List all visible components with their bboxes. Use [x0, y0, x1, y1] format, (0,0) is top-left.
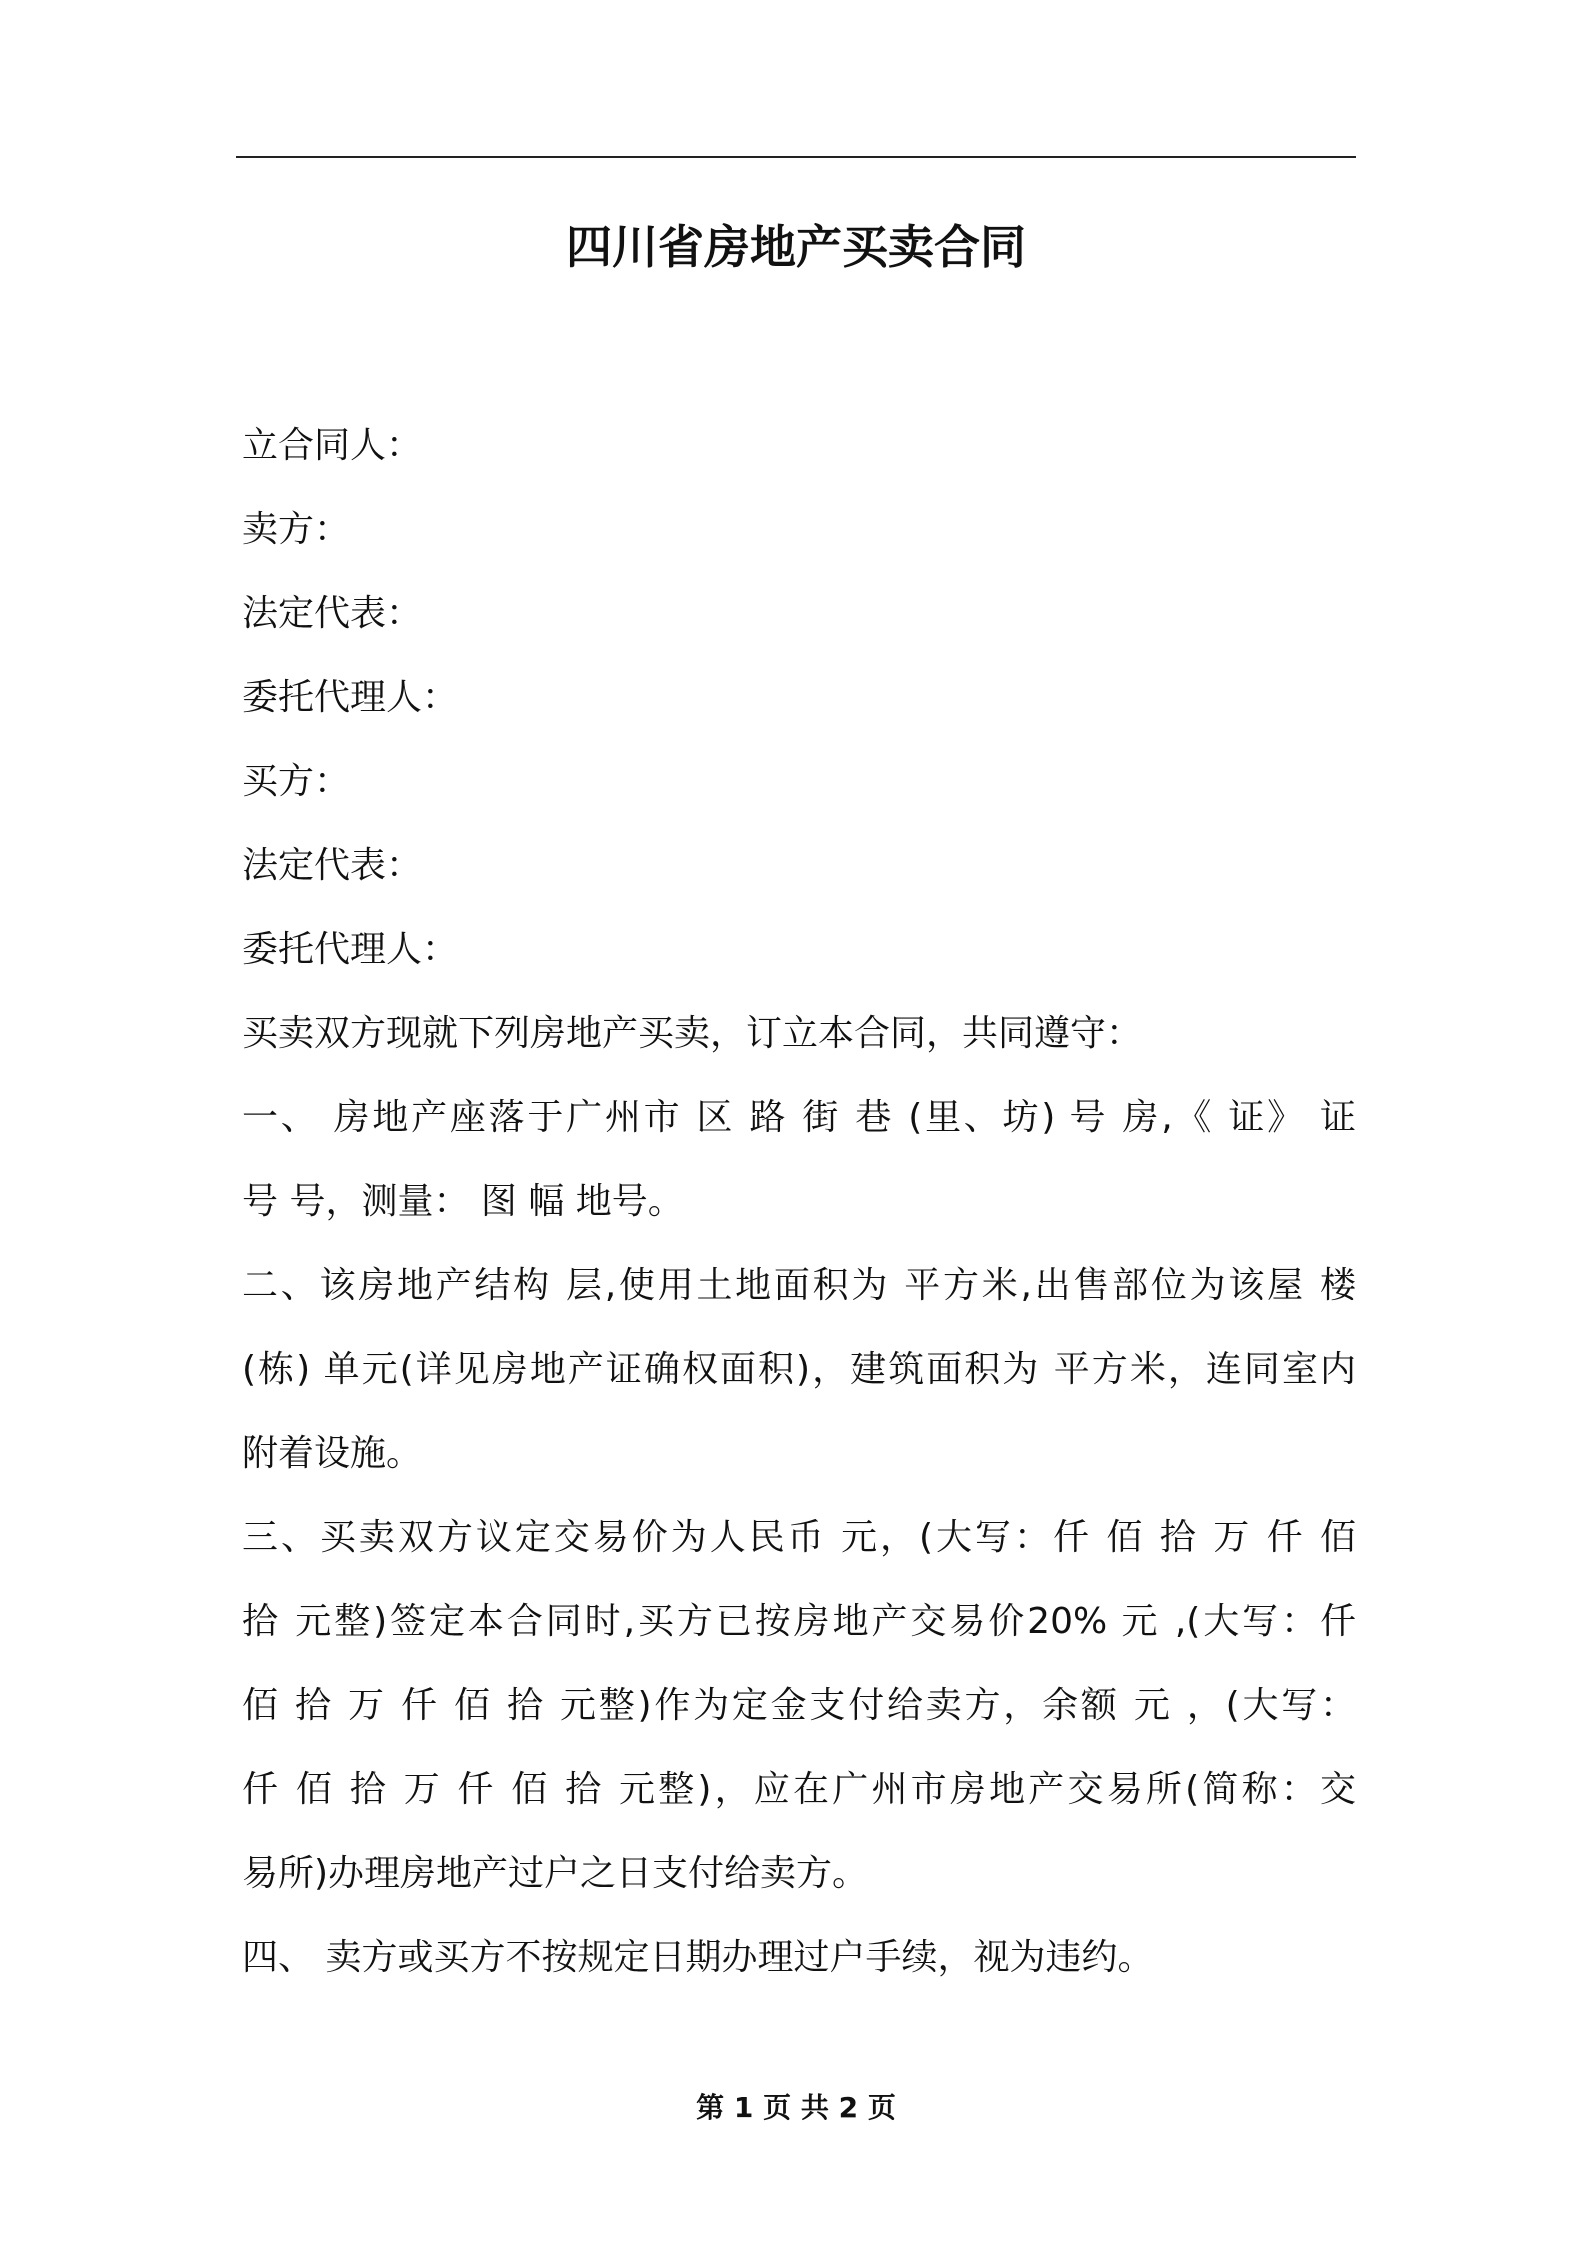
- buyer-legal-rep-line: 法定代表：: [242, 845, 423, 886]
- clause-3-line-5: 易所)办理房地产过户之日支付给卖方。: [242, 1853, 869, 1894]
- clause-3-line-1: 三、买卖双方议定交易价为人民币 元，(大写：仟 佰 拾 万 仟 佰: [242, 1517, 1356, 1558]
- clause-3-line-2: 拾 元整)签定本合同时,买方已按房地产交易价20% 元 ,(大写：仟: [242, 1601, 1356, 1642]
- clause-2-line-1: 二、该房地产结构 层,使用土地面积为 平方米,出售部位为该屋 楼: [242, 1265, 1356, 1306]
- buyer-line: 买方：: [242, 761, 351, 802]
- page-number: 第 1 页 共 2 页: [696, 2091, 896, 2124]
- clause-1-line-2: 号 号，测量： 图 幅 地号。: [242, 1181, 684, 1222]
- header-rule: [236, 156, 1356, 158]
- clause-2-line-3: 附着设施。: [242, 1433, 423, 1474]
- buyer-agent-line: 委托代理人：: [242, 929, 459, 970]
- clause-4-line-1: 四、 卖方或买方不按规定日期办理过户手续，视为违约。: [242, 1937, 1154, 1978]
- clause-3-line-4: 仟 佰 拾 万 仟 佰 拾 元整)，应在广州市房地产交易所(简称：交: [242, 1769, 1356, 1810]
- document-body: [242, 404, 1356, 2000]
- clause-1-line-1: 一、 房地产座落于广州市 区 路 街 巷 (里、坊) 号 房,《 证》 证: [242, 1097, 1356, 1138]
- clause-2-line-2: (栋) 单元(详见房地产证确权面积)，建筑面积为 平方米，连同室内: [242, 1349, 1356, 1390]
- seller-agent-line: 委托代理人：: [242, 677, 459, 718]
- seller-legal-rep-line: 法定代表：: [242, 593, 423, 634]
- preamble-line: 买卖双方现就下列房地产买卖，订立本合同，共同遵守：: [242, 1013, 1143, 1054]
- document-title: 四川省房地产买卖合同: [566, 220, 1026, 274]
- clause-3-line-3: 佰 拾 万 仟 佰 拾 元整)作为定金支付给卖方，余额 元 ，(大写：: [242, 1685, 1356, 1726]
- party-heading-line: 立合同人：: [242, 425, 423, 466]
- seller-line: 卖方：: [242, 509, 351, 550]
